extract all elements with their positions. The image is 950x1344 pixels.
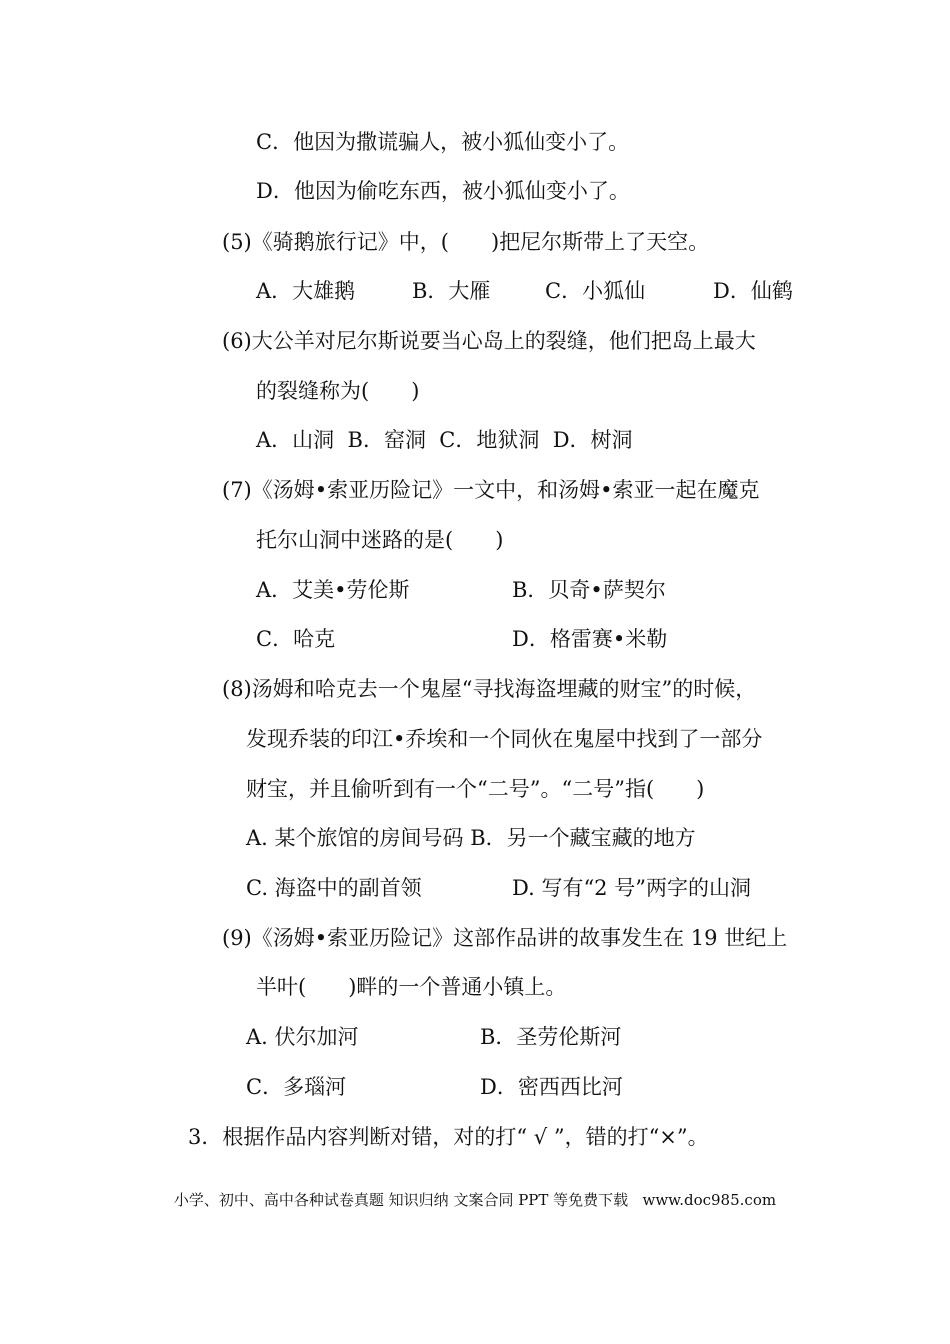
q5-option-a: A．大雄鹅	[256, 279, 356, 303]
question-8-line1: (8)汤姆和哈克去一个鬼屋“寻找海盗埋藏的财宝”的时候，	[222, 677, 757, 701]
q9-option-d: D．密西西比河	[480, 1075, 623, 1099]
question-8-line3: 财宝，并且偷听到有一个“二号”。“二号”指( )	[246, 777, 705, 801]
section-3-heading: 3．根据作品内容判断对错，对的打“ √ ”，错的打“×”。	[188, 1125, 709, 1149]
q7-option-a: A．艾美•劳伦斯	[256, 578, 410, 602]
q7-option-c: C．哈克	[256, 627, 336, 651]
q5-option-c: C．小狐仙	[545, 279, 646, 303]
q8-options-ab: A. 某个旅馆的房间号码 B．另一个藏宝藏的地方	[246, 826, 696, 850]
q9-option-a: A. 伏尔加河	[246, 1025, 359, 1049]
question-8-line2: 发现乔装的印江•乔埃和一个同伙在鬼屋中找到了一部分	[246, 727, 763, 751]
q9-option-c: C．多瑙河	[246, 1075, 347, 1099]
line-option-d: D．他因为偷吃东西，被小狐仙变小了。	[256, 179, 630, 203]
q7-option-d: D．格雷赛•米勒	[512, 627, 668, 651]
question-9-line1: (9)《汤姆•索亚历险记》这部作品讲的故事发生在 19 世纪上	[222, 926, 788, 950]
q8-option-c: C. 海盗中的副首领	[246, 876, 422, 900]
line-option-c: C．他因为撒谎骗人，被小狐仙变小了。	[256, 130, 630, 154]
page-footer: 小学、初中、高中各种试卷真题 知识归纳 文案合同 PPT 等免费下载 www.doc985.com	[173, 1191, 777, 1209]
q7-option-b: B．贝奇•萨契尔	[512, 578, 666, 602]
question-7-line2: 托尔山洞中迷路的是( )	[256, 528, 504, 552]
q6-options: A．山洞 B．窑洞 C．地狱洞 D．树洞	[256, 428, 633, 452]
question-6-line1: (6)大公羊对尼尔斯说要当心岛上的裂缝，他们把岛上最大	[222, 329, 756, 353]
q8-option-d: D. 写有“2 号”两字的山洞	[512, 876, 751, 900]
q5-option-b: B．大雁	[412, 279, 491, 303]
q5-option-d: D．仙鹤	[713, 279, 793, 303]
question-5: (5)《骑鹅旅行记》中，( )把尼尔斯带上了天空。	[222, 230, 710, 254]
question-9-line2: 半叶( )畔的一个普通小镇上。	[256, 975, 567, 999]
question-7-line1: (7)《汤姆•索亚历险记》一文中，和汤姆•索亚一起在魔克	[222, 478, 760, 502]
q9-option-b: B．圣劳伦斯河	[480, 1025, 622, 1049]
question-6-line2: 的裂缝称为( )	[256, 379, 420, 403]
